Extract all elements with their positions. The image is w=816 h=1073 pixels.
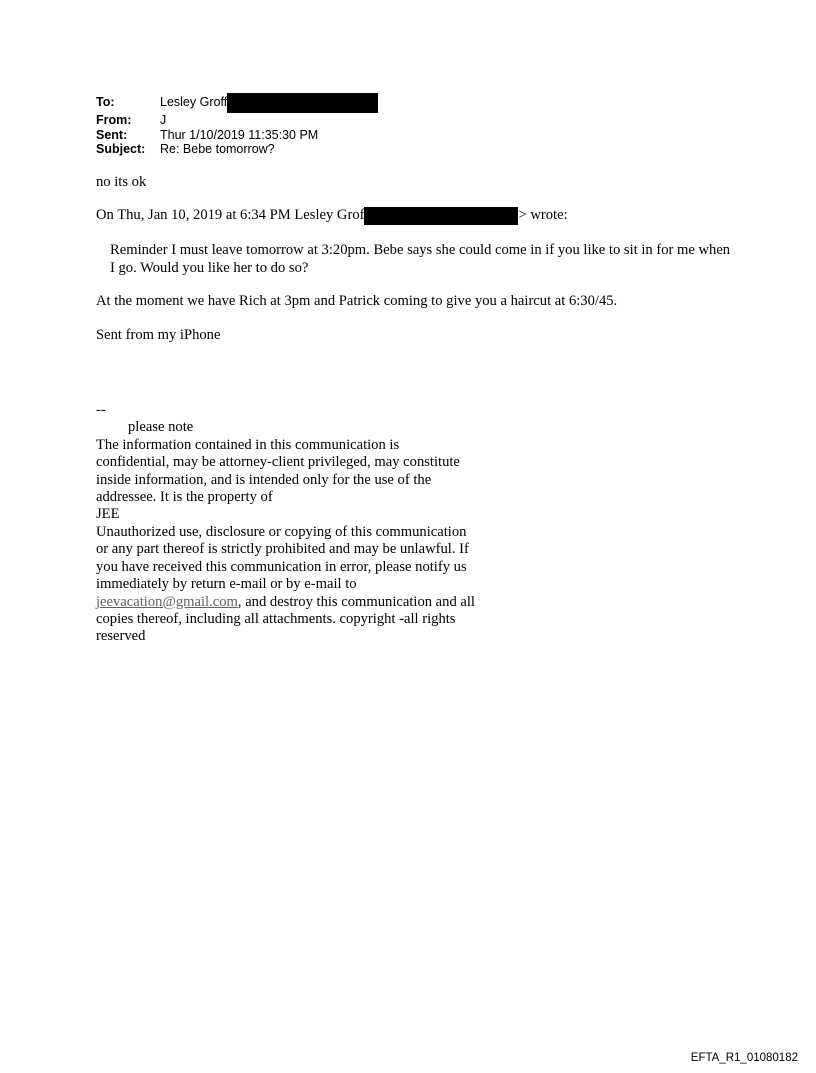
disclaimer-part2 — [96, 524, 476, 646]
document-id: EFTA_R1_01080182 — [690, 1052, 798, 1064]
schedule-note: At the moment we have Rich at 3pm and Patrick coming to give you a haircut at 6:30/45. — [96, 293, 618, 310]
subject-label: Subject: — [96, 142, 146, 157]
sent-row — [96, 128, 378, 143]
disclaimer-part3-text: , and destroy this communication and all copies thereof, including all attachments. copyright -all rights reserved — [96, 593, 475, 645]
from-row — [96, 113, 378, 128]
sent-from-line: Sent from my iPhone — [96, 326, 221, 343]
redaction-box — [364, 207, 518, 225]
to-value: Lesley Groff — [160, 95, 228, 109]
from-value: J — [160, 113, 167, 127]
quote-intro-start: On Thu, Jan 10, 2019 at 6:34 PM Lesley Grof — [96, 207, 365, 224]
quote-intro — [96, 207, 736, 225]
subject-value: Re: Bebe tomorrow? — [160, 142, 275, 157]
disclaimer-part1: The information contained in this communication is confidential, may be attorney-client privileged, may constitute inside information, and is intended only for the use of the addressee. It is the property of — [96, 436, 460, 506]
email-link[interactable]: jeevacation@gmail.com — [96, 593, 238, 610]
signature-separator: -- — [96, 402, 106, 419]
quote-intro-end: > wrote: — [518, 207, 568, 224]
subject-row — [96, 142, 378, 157]
sent-value: Thur 1/10/2019 11:35:30 PM — [160, 127, 319, 142]
from-label: From: — [96, 113, 132, 127]
quoted-message: Reminder I must leave tomorrow at 3:20pm. Bebe says she could come in if you like to sit in for me when I go. Would you like her to do so? — [110, 242, 731, 276]
to-row — [96, 95, 378, 113]
email-header — [96, 95, 378, 157]
reply-text: no its ok — [96, 174, 147, 190]
sent-label: Sent: — [96, 127, 128, 142]
email-body — [96, 174, 736, 646]
signature-note: please note — [128, 419, 194, 436]
disclaimer-part2-text: Unauthorized use, disclosure or copying of this communication or any part thereof is strictly prohibited and may be unlawful. If you have received this communication in error, please notify us immediately by return e-mail or by e-mail to — [96, 523, 469, 593]
to-label: To: — [96, 95, 115, 109]
redaction-box — [227, 93, 378, 113]
company-name: JEE — [96, 506, 120, 523]
